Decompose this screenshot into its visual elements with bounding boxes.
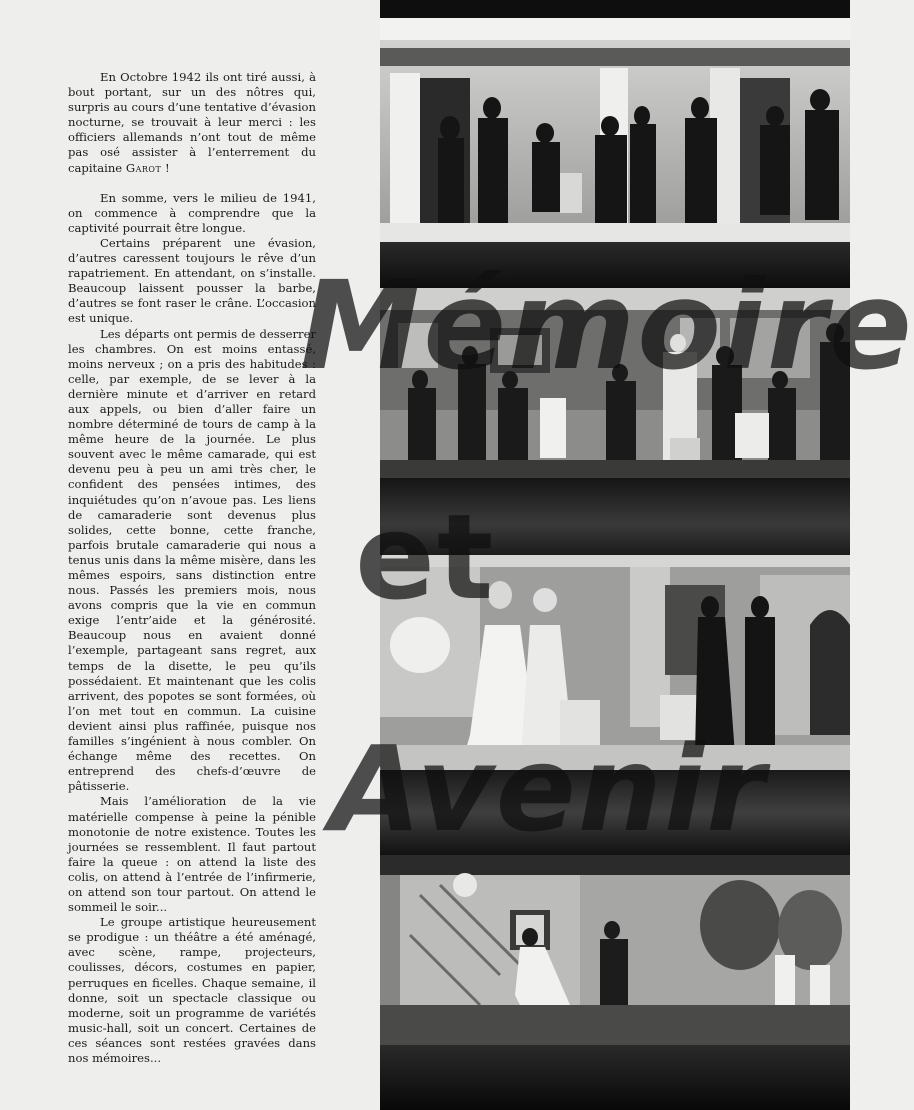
watermark-line-3: Avenir <box>330 720 767 858</box>
paragraph-6: Le groupe artistique heureusement se prodigue : un théâtre a été aménagé, avec scène, rampe, projecteurs, coulisses, décors, costumes en papier, perruques en ficelles. Chaque semaine, il donne, soit un spectacle classique ou moderne, soit un programme de variétés music-hall, soit un concert. Certaines de ces séances sont restées gravées dans nos mémoires... <box>68 915 316 1065</box>
paragraph-1-text: En Octobre 1942 ils ont tiré aussi, à bout portant, sur un des nôtres qui, surpris au cours d’une tentative d’évasion nocturne, se trouvait à leur merci : les officiers allemands n’ont tout de même pas osé assister à l’enterrement du capitaine <box>68 70 316 175</box>
watermark-line-2: et <box>355 488 496 626</box>
paragraph-1-end: ! <box>161 160 170 175</box>
paragraph-4: Les départs ont permis de desserrer les chambres. On est moins entassé, moins nerveux ; on a pris des habitudes : celle, par exemple, de se lever à la dernière minute et d’arriver en retard aux appels, ou bien d’aller faire un nombre déterminé de tours de camp à la même heure de la journée. Le plus souvent avec le même camarade, qui est devenu peu à peu un ami très cher, le confident des pensées intimes, des inquiétudes qu’on n’avoue pas. Les liens de camaraderie sont devenus plus solides, cette bonne, cette franche, parfois brutale camaraderie qui nous a tenus unis dans la même misère, dans les mêmes espoirs, sans distinction entre nous. Passés les premiers mois, nous avons compris que la vie en commun exige l’entr’aide et la générosité. Beaucoup nous en avaient donné l’exemple, partageant sans regret, aux temps de la disette, le peu qu’ils possédaient. Et maintenant que les colis arrivent, des popotes se sont formées, où l’on met tout en commun. La cuisine devient ainsi plus raffinée, puisque nos familles s’ingénient à nous combler. On échange même des recettes. On entreprend des chefs-d’œuvre de pâtisserie. <box>68 326 316 794</box>
theatre-photo-4 <box>380 855 850 1045</box>
article-column <box>68 70 316 1066</box>
paragraph-3: Certains préparent une évasion, d’autres caressent toujours le rêve d’un rapatriement. En attendant, on s’installe. Beaucoup laissent pousser la barbe, d’autres se font raser le crâne. L’occasion est unique. <box>68 235 316 326</box>
photo-border <box>380 0 850 18</box>
paragraph-1 <box>68 70 316 176</box>
stage-photo-icon <box>380 855 850 1045</box>
captain-name: Garot <box>125 160 162 175</box>
photo-border <box>380 1045 850 1110</box>
stage-photo-icon <box>380 18 850 242</box>
paragraph-5: Mais l’amélioration de la vie matérielle compense à peine la pénible monotonie de notre existence. Toutes les journées se ressemblent. Il faut partout faire la queue : on attend la liste des colis, on attend à l’entrée de l’infirmerie, on attend son tour partout. On attend le sommeil le soir... <box>68 794 316 915</box>
watermark-line-1: Mémoire <box>300 255 914 397</box>
theatre-photo-1 <box>380 18 850 242</box>
paragraph-2: En somme, vers le milieu de 1941, on commence à comprendre que la captivité pourrait être longue. <box>68 190 316 235</box>
